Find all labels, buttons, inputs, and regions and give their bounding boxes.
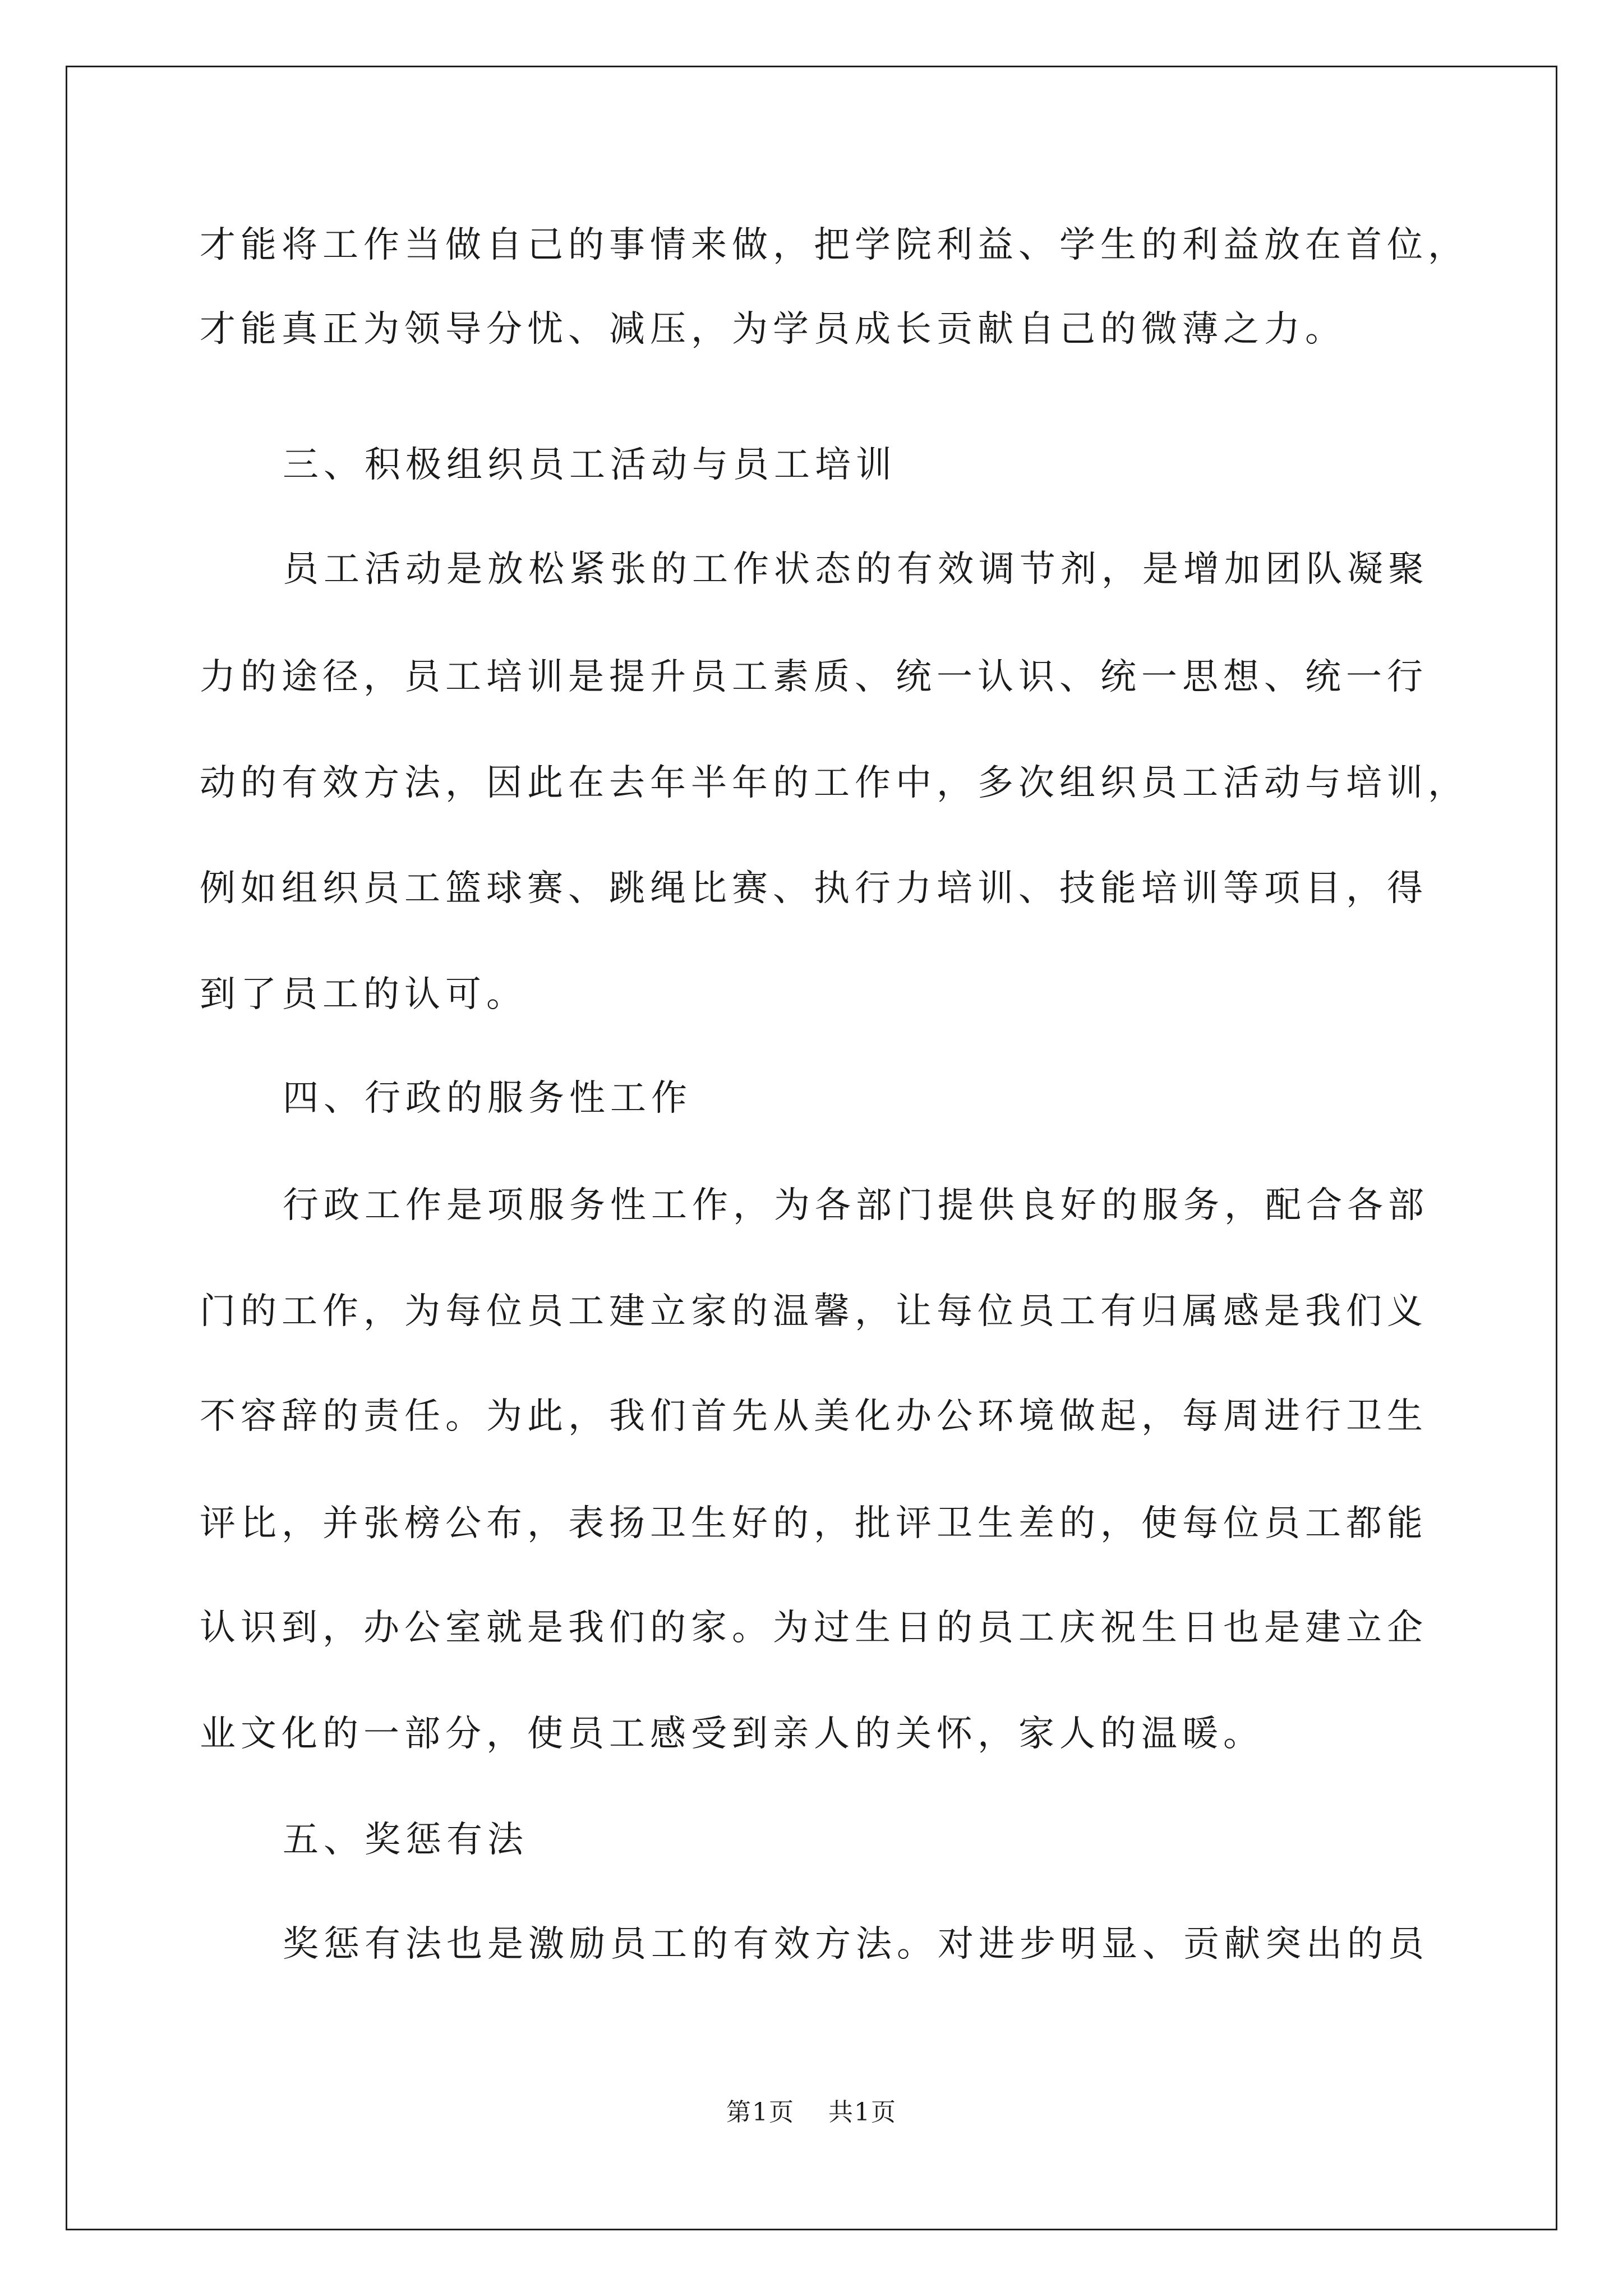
paragraph-line: 动的有效方法，因此在去年半年的工作中，多次组织员工活动与培训，: [200, 762, 1469, 804]
page-number: 第1页: [726, 2098, 795, 2127]
section-heading-4: 四、行政的服务性工作: [283, 1078, 692, 1119]
paragraph-line: 评比，并张榜公布，表扬卫生好的，批评卫生差的，使每位员工都能: [200, 1503, 1428, 1544]
paragraph-line: 才能真正为领导分忧、减压，为学员成长贡献自己的微薄之力。: [200, 309, 1346, 350]
paragraph-line: 才能将工作当做自己的事情来做，把学院利益、学生的利益放在首位，: [200, 224, 1469, 266]
paragraph-line: 认识到，办公室就是我们的家。为过生日的员工庆祝生日也是建立企: [200, 1607, 1428, 1649]
paragraph-line: 行政工作是项服务性工作，为各部门提供良好的服务，配合各部: [283, 1185, 1429, 1226]
page-frame: [66, 66, 1557, 2230]
paragraph-line: 不容辞的责任。为此，我们首先从美化办公环境做起，每周进行卫生: [200, 1396, 1428, 1437]
paragraph-line: 例如组织员工篮球赛、跳绳比赛、执行力培训、技能培训等项目，得: [200, 868, 1428, 909]
section-heading-3: 三、积极组织员工活动与员工培训: [283, 444, 897, 486]
paragraph-line: 到了员工的认可。: [200, 974, 527, 1015]
paragraph-line: 奖惩有法也是激励员工的有效方法。对进步明显、贡献突出的员: [283, 1924, 1429, 1965]
paragraph-line: 员工活动是放松紧张的工作状态的有效调节剂，是增加团队凝聚: [283, 549, 1429, 590]
page-footer: [0, 2097, 1623, 2128]
page-total: 共1页: [828, 2098, 897, 2127]
paragraph-line: 力的途径，员工培训是提升员工素质、统一认识、统一思想、统一行: [200, 656, 1428, 698]
paragraph-line: 业文化的一部分，使员工感受到亲人的关怀，家人的温暖。: [200, 1713, 1264, 1755]
paragraph-line: 门的工作，为每位员工建立家的温馨，让每位员工有归属感是我们义: [200, 1291, 1428, 1332]
section-heading-5: 五、奖惩有法: [283, 1819, 528, 1861]
